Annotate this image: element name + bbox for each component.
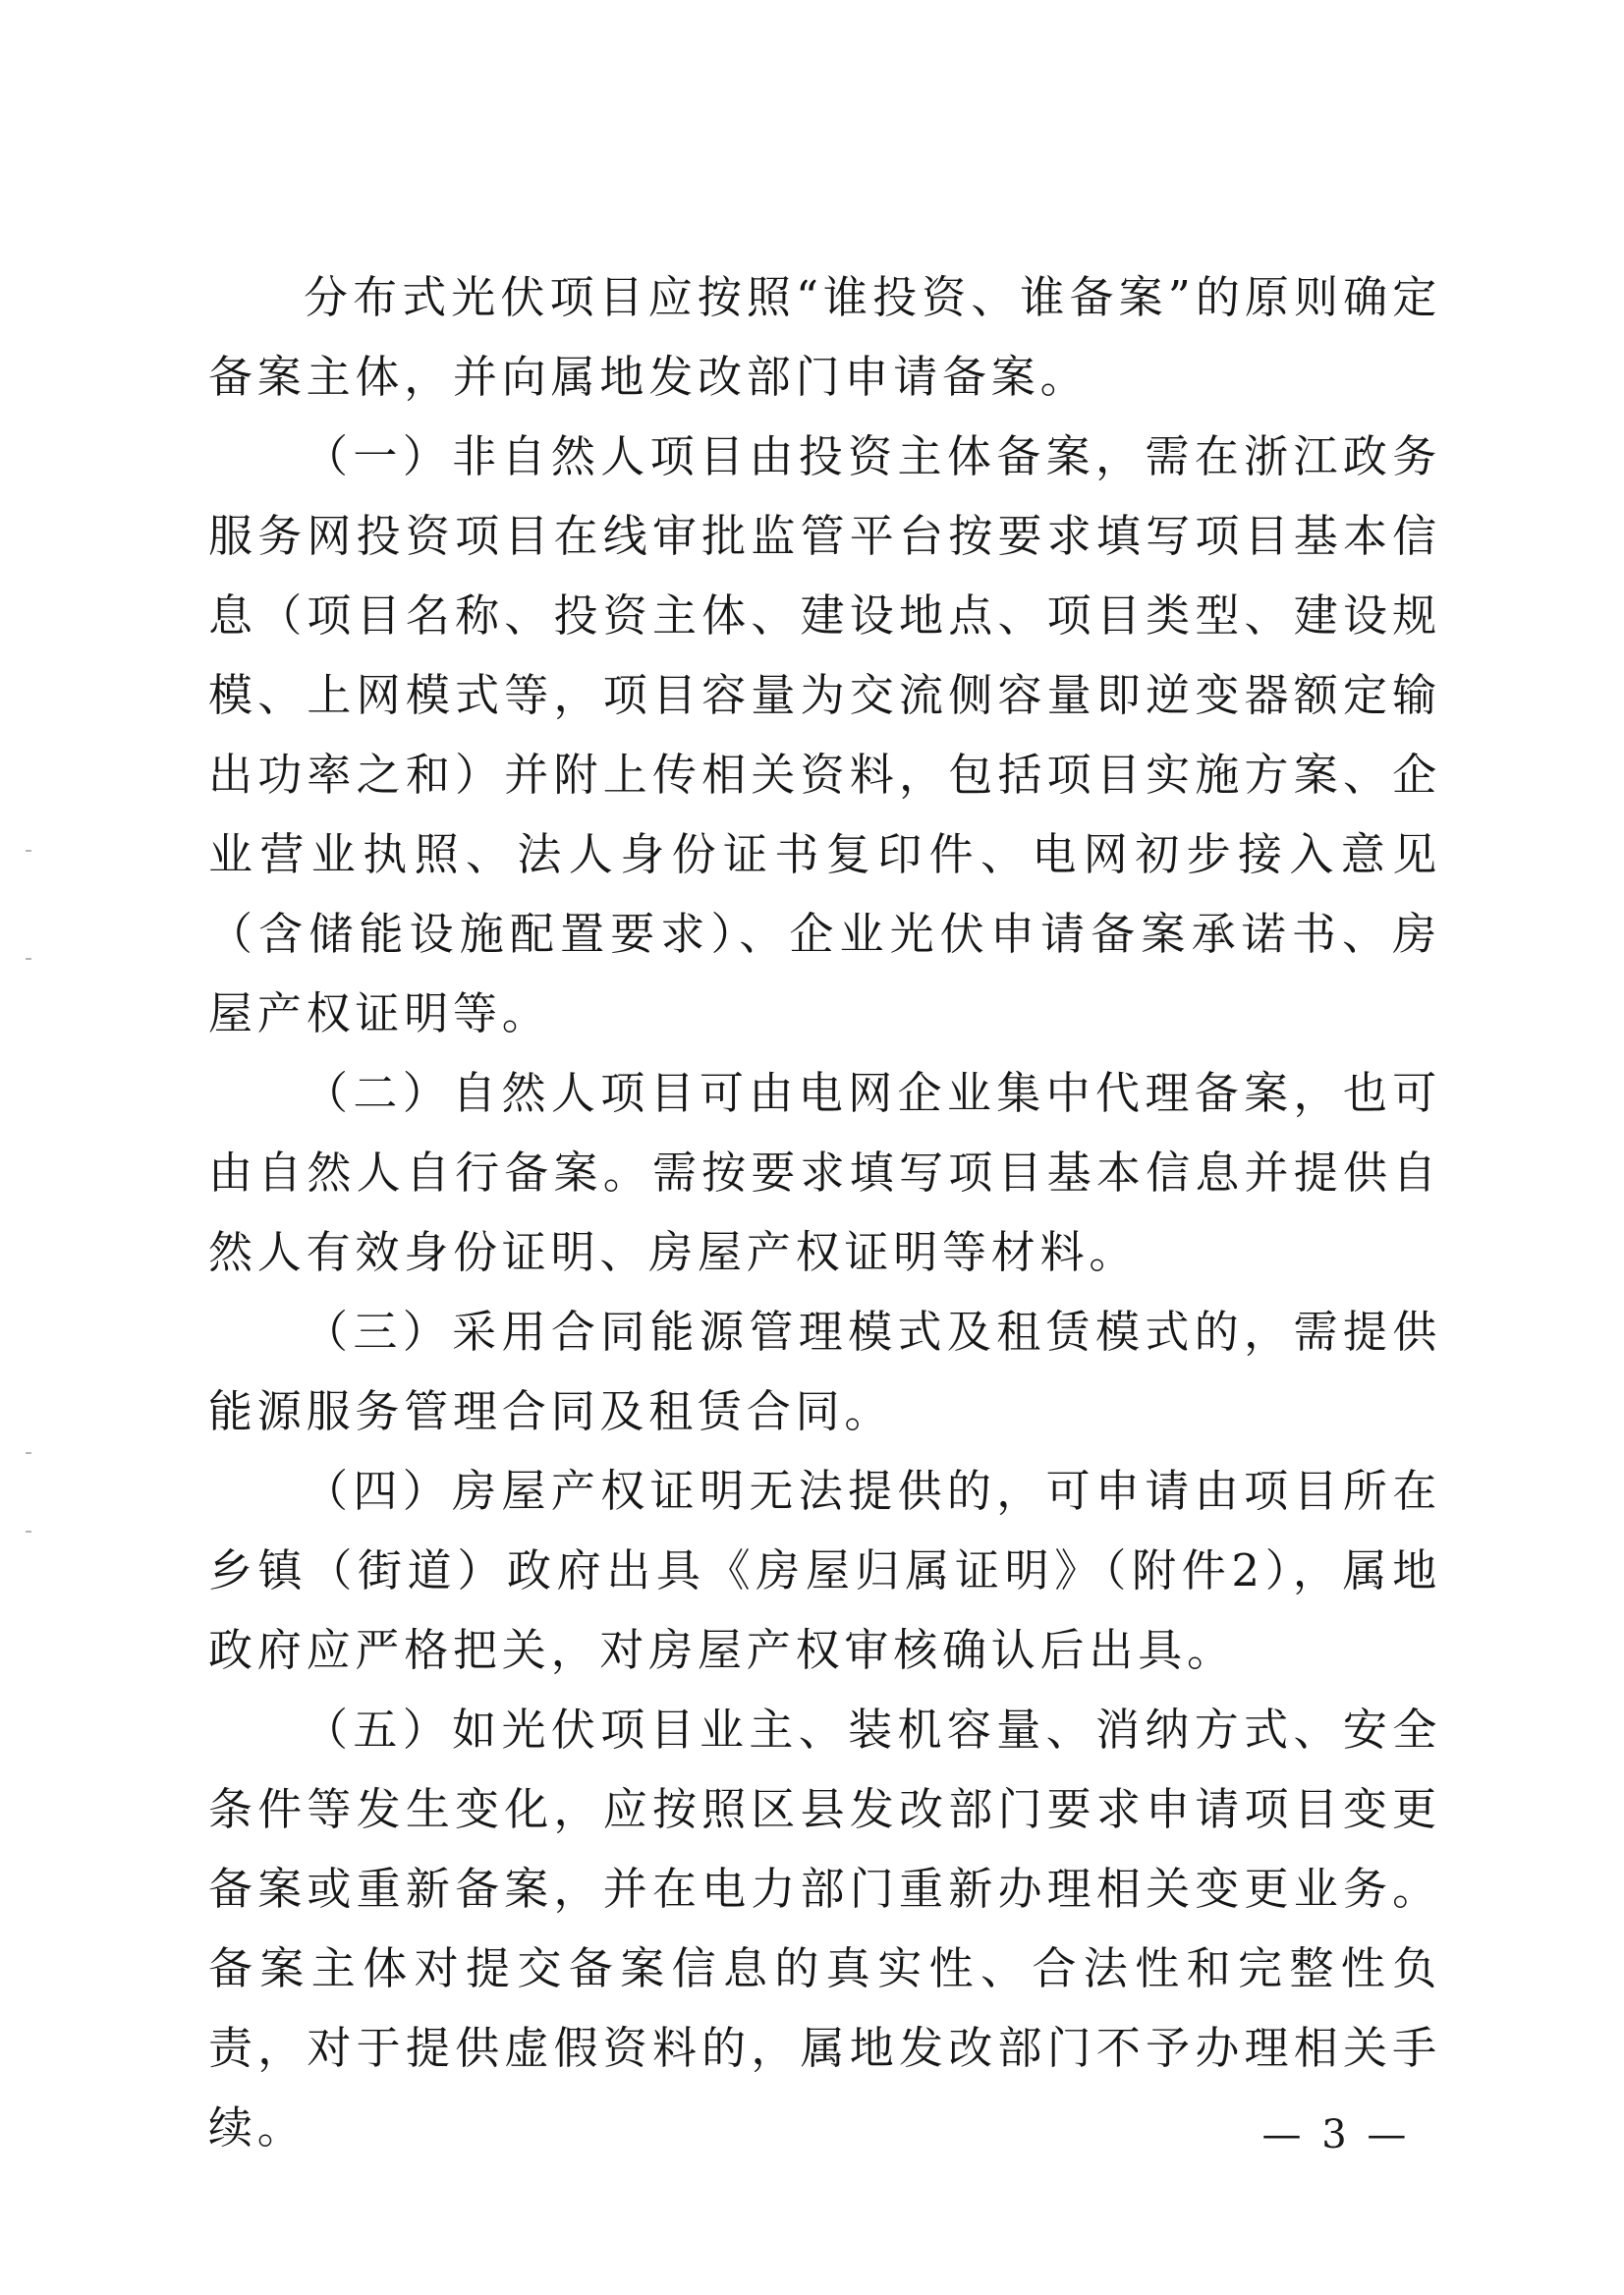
paragraph-item-2: （二）自然人项目可由电网企业集中代理备案，也可由自然人自行备案。需按要求填写项目基本信息并提供自然人有效身份证明、房屋产权证明等材料。 xyxy=(208,1067,1441,1278)
margin-mark xyxy=(26,1452,31,1454)
paragraph-item-4: （四）房屋产权证明无法提供的，可申请由项目所在乡镇（街道）政府出具《房屋归属证明》（附件2），属地政府应严格把关，对房屋产权审核确认后出具。 xyxy=(208,1465,1441,1676)
binding-margin-marks xyxy=(26,0,45,2295)
paragraph-intro: 分布式光伏项目应按照“谁投资、谁备案”的原则确定备案主体，并向属地发改部门申请备案。 xyxy=(208,271,1441,403)
margin-mark xyxy=(26,850,31,852)
document-body xyxy=(208,257,1441,2167)
page-number: — 3 — xyxy=(1261,2112,1411,2157)
margin-mark xyxy=(26,958,31,960)
paragraph-item-3: （三）采用合同能源管理模式及租赁模式的，需提供能源服务管理合同及租赁合同。 xyxy=(208,1306,1441,1437)
margin-mark xyxy=(26,1531,31,1533)
paragraph-item-1: （一）非自然人项目由投资主体备案，需在浙江政务服务网投资项目在线审批监管平台按要求填写项目基本信息（项目名称、投资主体、建设地点、项目类型、建设规模、上网模式等，项目容量为交流侧容量即逆变器额定输出功率之和）并附上传相关资料，包括项目实施方案、企业营业执照、法人身份证书复印件、电网初步接入意见（含储能设施配置要求）、企业光伏申请备案承诺书、房屋产权证明等。 xyxy=(208,430,1441,1039)
paragraph-item-5: （五）如光伏项目业主、装机容量、消纳方式、安全条件等发生变化，应按照区县发改部门要求申请项目变更备案或重新备案，并在电力部门重新办理相关变更业务。备案主体对提交备案信息的真实性、合法性和完整性负责，对于提供虚假资料的，属地发改部门不予办理相关手续。 xyxy=(208,1704,1441,2154)
